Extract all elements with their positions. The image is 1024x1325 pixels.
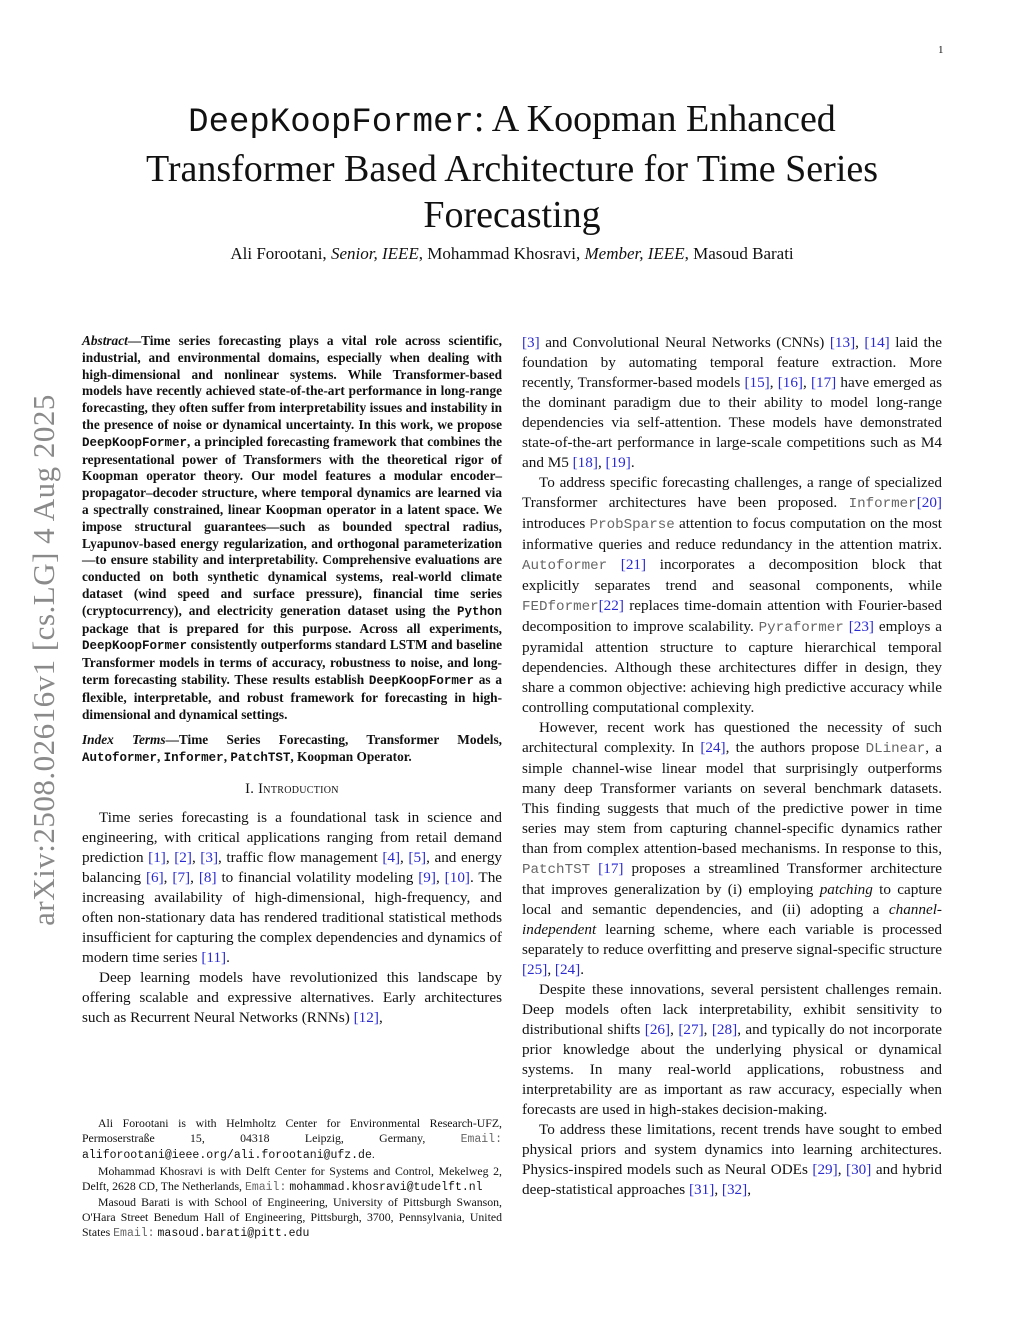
abstract-label: Abstract bbox=[82, 333, 128, 348]
citation[interactable]: [11] bbox=[201, 948, 227, 966]
citation[interactable]: [13] bbox=[829, 334, 856, 351]
model-name-pyraformer: Pyraformer bbox=[758, 620, 844, 636]
abstract-model-3: DeepKoopFormer bbox=[368, 673, 474, 688]
index-terms-text-1: Time Series Forecasting, Transformer Models, bbox=[178, 732, 502, 748]
text: . bbox=[580, 961, 585, 978]
footnote-author-3 bbox=[82, 1195, 502, 1242]
section-title-rest: ntroduction bbox=[263, 780, 339, 797]
text: . bbox=[371, 1147, 375, 1162]
paper-title bbox=[90, 96, 934, 238]
email-label: Email: bbox=[244, 1180, 287, 1194]
author-2: Mohammad Khosravi, bbox=[427, 244, 581, 263]
intro-paragraph-2 bbox=[82, 968, 502, 1028]
text: , bbox=[400, 848, 409, 866]
model-name-probsparse: ProbSparse bbox=[589, 517, 675, 533]
text: Deep learning models have revolutionized this landscape by offering scalable and expressive alternatives. Early architectures such as Recurrent Neural Networks (RNNs) bbox=[82, 968, 502, 1026]
citation[interactable]: [5] bbox=[408, 848, 427, 866]
citation[interactable]: [23] bbox=[848, 618, 874, 635]
citation[interactable]: [2] bbox=[174, 848, 192, 866]
title-model-name: DeepKoopFormer bbox=[188, 104, 474, 142]
author-2-role: Member, IEEE bbox=[584, 244, 685, 263]
index-terms-sep-2: , bbox=[223, 749, 231, 765]
footnote-author-1 bbox=[82, 1116, 502, 1164]
text: To address these limitations, recent trends have sought to embed physical priors and system dynamics into learning architectures. Physics-inspired models such as Neural ODEs bbox=[522, 1121, 942, 1178]
citation[interactable]: [17] bbox=[598, 860, 624, 877]
text: . bbox=[226, 948, 230, 966]
text: , bbox=[163, 868, 173, 886]
citation[interactable]: [6] bbox=[145, 868, 164, 886]
text: , bbox=[714, 1181, 722, 1198]
text: , bbox=[191, 848, 201, 866]
text: , the authors propose bbox=[725, 739, 866, 756]
citation[interactable]: [7] bbox=[172, 868, 191, 886]
email-label: Email: bbox=[113, 1227, 155, 1241]
right-paragraph-4 bbox=[522, 980, 942, 1120]
text: attention to focus computation on the most informative queries and reduce redundancy in the attention matrix. bbox=[522, 515, 943, 553]
text: , bbox=[165, 848, 175, 866]
text: employs a pyramidal attention structure to capture hierarchical temporal dependencies. Although these architectures differ in design, they share a common objective: achieving high predictive accuracy while controlling computational complexity. bbox=[522, 618, 942, 716]
text: , and typically do not incorporate prior knowledge about the underlying physical or dynamical systems. In many real-world applications, robustness and interpretability are as important as raw accuracy, especially when forecasts are used in high-stakes decision-making. bbox=[522, 1021, 942, 1118]
text: have emerged as the dominant paradigm due to their ability to model long-range dependencies via self-attention. These models have demonstrated state-of-the-art performance in large-scale competitions such as M4 and M5 bbox=[522, 374, 942, 471]
citation[interactable]: [27] bbox=[678, 1021, 704, 1038]
citation[interactable]: [24] bbox=[554, 961, 581, 978]
page-number: 1 bbox=[938, 44, 944, 56]
citation[interactable]: [10] bbox=[444, 868, 470, 886]
abstract-dash: — bbox=[127, 333, 142, 348]
index-terms-dash: — bbox=[165, 732, 179, 748]
citation[interactable]: [26] bbox=[644, 1021, 671, 1038]
citation[interactable]: [12] bbox=[353, 1008, 379, 1026]
section-number: I. bbox=[245, 780, 255, 797]
abstract-text-5: as a flexible, interpretable, and robust framework for forecasting in high-dimensional and dynamical settings. bbox=[82, 671, 503, 722]
citation[interactable]: [25] bbox=[522, 961, 548, 978]
right-paragraph-3 bbox=[522, 718, 942, 980]
text: , bbox=[769, 374, 778, 391]
text: , bbox=[803, 374, 811, 391]
text bbox=[590, 860, 598, 877]
abstract-model-2: DeepKoopFormer bbox=[82, 639, 188, 654]
text: and hybrid deep-statistical approaches bbox=[522, 1161, 942, 1198]
section-heading bbox=[82, 781, 502, 798]
model-name-autoformer: Autoformer bbox=[522, 558, 608, 574]
email-label: Email: bbox=[460, 1133, 502, 1147]
index-terms bbox=[82, 732, 502, 767]
citation[interactable]: [4] bbox=[382, 848, 401, 866]
citation[interactable]: [31] bbox=[689, 1181, 715, 1198]
footnote-author-2 bbox=[82, 1164, 502, 1195]
citation[interactable]: [17] bbox=[810, 374, 837, 391]
text: , bbox=[747, 1181, 752, 1198]
text: Mohammad Khosravi is with Delft Center for Systems and Control, Mekelweg 2, Delft, 2628 CD, The Netherlands, bbox=[82, 1163, 502, 1193]
email-address[interactable]: aliforootani@ieee.org/ali.forootani@ufz.de bbox=[82, 1149, 372, 1163]
citation[interactable]: [24] bbox=[700, 739, 726, 756]
citation[interactable]: [3] bbox=[522, 334, 540, 351]
index-term-patchtst: PatchTST bbox=[230, 751, 291, 766]
email-address[interactable]: mohammad.khosravi@tudelft.nl bbox=[289, 1180, 483, 1194]
citation[interactable]: [28] bbox=[711, 1021, 738, 1038]
text: , traffic flow management bbox=[218, 848, 383, 866]
text: Despite these innovations, several persistent challenges remain. Deep models often lack interpretability, exhibit sensitivity to distributional shifts bbox=[522, 981, 942, 1038]
author-sep-1: , bbox=[418, 244, 424, 263]
citation[interactable]: [3] bbox=[200, 848, 219, 866]
index-term-autoformer: Autoformer bbox=[82, 751, 158, 766]
right-column bbox=[522, 333, 942, 1200]
abstract-python: Python bbox=[456, 604, 502, 619]
citation[interactable]: [15] bbox=[744, 374, 770, 391]
text: , bbox=[547, 961, 555, 978]
footnotes bbox=[82, 1116, 502, 1242]
author-list bbox=[90, 244, 934, 264]
text: , bbox=[435, 868, 445, 886]
abstract-text-4: consistently outperforms standard LSTM and baseline Transformer models in terms of accuracy, robustness to noise, and long-term forecasting stability. These results establish bbox=[82, 637, 502, 687]
text: to financial volatility modeling bbox=[216, 868, 419, 886]
abstract-text-2: , a principled forecasting framework that combines the representational power of Transformers with the theoretical rigor of Koopman operator theory. Our model features a modular encoder–propagator–decoder structure, where temporal dynamics are learned via a spectrally constrained, linear Koopman operator in a latent space. We impose structural guarantees—such as bounded spectral radius, Lyapunov-based energy regularization, and orthogonal parameterization—to ensure stability and interpretability. Comprehensive evaluations are conducted on both synthetic dynamical systems, real-world climate dataset (wind speed and surface pressure), financial time series (cryptocurrency), and electricity generation dataset using the bbox=[82, 433, 502, 618]
right-paragraph-5 bbox=[522, 1120, 942, 1200]
title-rest: : A Koopman Enhanced Transformer Based Architecture for Time Series Forecasting bbox=[145, 98, 879, 236]
emphasis-channel-independent: channel-independent bbox=[522, 901, 942, 938]
citation[interactable]: [32] bbox=[721, 1181, 748, 1198]
text: , bbox=[837, 1161, 847, 1178]
text: , bbox=[703, 1021, 712, 1038]
text: , a simple channel-wise linear model that surprisingly outperforms many deep Transformer variants on several benchmark datasets. This finding suggests that much of the predictive power in time series may stem from capturing channel-specific dynamics rather than from complex attention-based mechanisms. In response to this, bbox=[522, 739, 942, 857]
citation[interactable]: [1] bbox=[148, 848, 166, 866]
citation[interactable]: [19] bbox=[605, 454, 631, 471]
text: However, recent work has questioned the necessity of such architectural complexity. In bbox=[522, 719, 942, 756]
abstract-model-1: DeepKoopFormer bbox=[82, 435, 188, 450]
intro-paragraph-1 bbox=[82, 808, 502, 968]
text: to capture local and semantic dependencies, and (ii) adopting a bbox=[522, 881, 942, 918]
author-1-role: Senior, IEEE bbox=[330, 244, 419, 263]
citation[interactable]: [16] bbox=[777, 374, 803, 391]
text: replaces time-domain attention with Fourier-based decomposition to improve scalability. bbox=[522, 597, 942, 635]
text bbox=[607, 556, 621, 573]
text: incorporates a decomposition block that explicitly separates trend and seasonal components, while bbox=[522, 556, 943, 594]
author-1: Ali Forootani, bbox=[230, 244, 327, 263]
right-paragraph-1 bbox=[522, 333, 942, 473]
arxiv-stamp-text: arXiv:2508.02616v1 [cs.LG] 4 Aug 2025 bbox=[26, 394, 61, 926]
abstract-text-3: package that is prepared for this purpose. Across all experiments, bbox=[82, 620, 502, 636]
citation[interactable]: [20] bbox=[916, 494, 942, 511]
text: , bbox=[855, 334, 865, 351]
text: proposes a streamlined Transformer architecture that improves generalization by (i) employing bbox=[522, 860, 943, 898]
text: and Convolutional Neural Networks (CNNs) bbox=[539, 334, 830, 351]
text: Masoud Barati is with School of Engineering, University of Pittsburgh Swanson, O'Hara Street Benedum Hall of Engineering, Pittsburgh, 3700, Pennsylvania, United States bbox=[82, 1195, 502, 1240]
model-name-informer: Informer bbox=[848, 496, 917, 512]
citation[interactable]: [18] bbox=[572, 454, 598, 471]
text: To address specific forecasting challenges, a range of specialized Transformer architectures have been proposed. bbox=[522, 474, 942, 511]
index-terms-text-2: , Koopman Operator. bbox=[290, 749, 412, 765]
text: , bbox=[670, 1021, 679, 1038]
model-name-dlinear: DLinear bbox=[865, 741, 926, 757]
author-sep-2: , bbox=[684, 244, 689, 263]
section-initial: I bbox=[258, 780, 264, 797]
citation[interactable]: [14] bbox=[864, 334, 890, 351]
abstract-text-1: Time series forecasting plays a vital role across scientific, industrial, and environmental domains, especially when dealing with high-dimensional and nonlinear systems. While Transformer-based models have recently achieved state-of-the-art performance in long-range forecasting, they often suffer from interpretability issues and instability in the presence of noise or dynamical uncertainty. In this work, we propose bbox=[82, 333, 502, 432]
index-terms-sep-1: , bbox=[157, 749, 164, 765]
text: . bbox=[630, 454, 635, 471]
text: Ali Forootani is with Helmholtz Center for Environmental Research-UFZ, Permoserstraße 15, 04318 Leipzig, Germany, bbox=[82, 1116, 502, 1146]
right-paragraph-2 bbox=[522, 473, 942, 718]
text: laid the foundation by automating temporal feature extraction. More recently, Transformer-based models bbox=[522, 334, 942, 391]
citation[interactable]: [22] bbox=[598, 597, 624, 614]
text: , bbox=[597, 454, 606, 471]
left-column bbox=[82, 333, 502, 1028]
text: , bbox=[190, 868, 199, 886]
text: Time series forecasting is a foundational task in science and engineering, with critical applications ranging from retail demand prediction bbox=[82, 808, 502, 866]
index-terms-label: Index Terms bbox=[82, 732, 166, 748]
citation[interactable]: [21] bbox=[620, 556, 647, 573]
citation[interactable]: [30] bbox=[846, 1161, 872, 1178]
text: introduces bbox=[522, 515, 590, 532]
citation[interactable]: [8] bbox=[198, 868, 217, 886]
index-term-informer: Informer bbox=[163, 751, 224, 766]
emphasis-patching: patching bbox=[819, 881, 873, 898]
author-3: Masoud Barati bbox=[693, 244, 794, 263]
text: , and energy balancing bbox=[82, 848, 503, 886]
citation[interactable]: [29] bbox=[812, 1161, 838, 1178]
text: learning scheme, where each variable is processed separately to reduce overfitting and preserve signal-specific structure bbox=[522, 921, 942, 958]
citation[interactable]: [9] bbox=[418, 868, 436, 886]
model-name-fedformer: FEDformer bbox=[522, 599, 599, 615]
text: , bbox=[378, 1008, 383, 1026]
text: . The increasing availability of high-dimensional, high-frequency, and often non-stationary data has rendered traditional statistical methods insufficient for capturing the complex dependencies and dynamics of modern time series bbox=[82, 868, 503, 966]
abstract bbox=[82, 333, 502, 723]
model-name-patchtst: PatchTST bbox=[522, 862, 591, 878]
email-address[interactable]: masoud.barati@pitt.edu bbox=[157, 1227, 310, 1241]
